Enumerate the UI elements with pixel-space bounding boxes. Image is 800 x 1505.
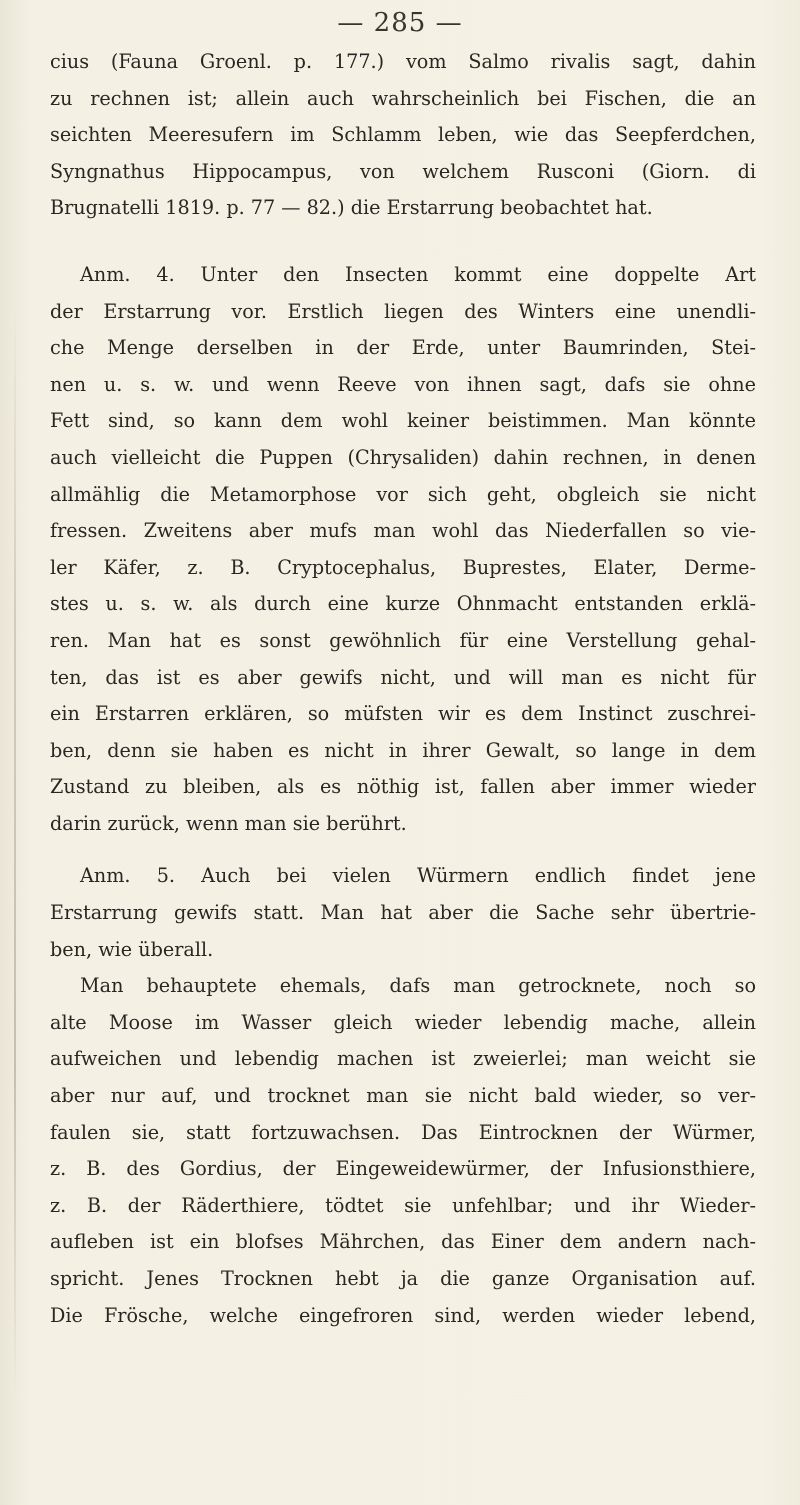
text-line: Man behauptete ehemals, dafs man getrocknete, noch so [80, 974, 756, 998]
body-text [50, 44, 756, 1334]
text-line: aufleben ist ein blofses Mährchen, das Einer dem andern nach- [50, 1230, 756, 1254]
paragraph-gap [50, 227, 756, 257]
text-line: Fett sind, so kann dem wohl keiner beistimmen. Man könnte [50, 409, 756, 433]
text-line: ten, das ist es aber gewifs nicht, und will man es nicht für [50, 665, 756, 689]
note-5-paragraph [50, 858, 756, 968]
binding-shadow [14, 300, 16, 1400]
text-line: Erstarrung gewifs statt. Man hat aber die Sache sehr übertrie- [50, 901, 756, 925]
text-line: Zustand zu bleiben, als es nöthig ist, fallen aber immer wieder [50, 775, 756, 799]
text-line: alte Moose im Wasser gleich wieder lebendig mache, allein [50, 1010, 756, 1034]
text-line: stes u. s. w. als durch eine kurze Ohnmacht entstanden erklä- [50, 592, 756, 616]
text-line: zu rechnen ist; allein auch wahrscheinlich bei Fischen, die an [50, 86, 756, 110]
text-line: ben, denn sie haben es nicht in ihrer Gewalt, so lange in dem [50, 738, 756, 762]
text-line: Die Frösche, welche eingefroren sind, werden wieder lebend, [50, 1303, 756, 1327]
page-number: — 285 — [337, 8, 463, 38]
text-line: auch vielleicht die Puppen (Chrysaliden) dahin rechnen, in denen [50, 445, 756, 469]
text-line: Anm. 5. Auch bei vielen Würmern endlich findet jene [80, 864, 756, 888]
text-line: cius (Fauna Groenl. p. 177.) vom Salmo rivalis sagt, dahin [50, 50, 756, 73]
text-line: spricht. Jenes Trocknen hebt ja die ganze Organisation auf. [50, 1267, 756, 1290]
text-line: ein Erstarren erklären, so müfsten wir es dem Instinct zuschrei- [50, 702, 756, 726]
text-line: z. B. der Räderthiere, tödtet sie unfehlbar; und ihr Wieder- [50, 1193, 756, 1217]
text-line: ben, wie überall. [50, 937, 214, 961]
text-line: aufweichen und lebendig machen ist zweierlei; man weicht sie [50, 1047, 756, 1071]
text-line: fressen. Zweitens aber mufs man wohl das Niederfallen so vie- [50, 519, 756, 543]
text-line: z. B. des Gordius, der Eingeweidewürmer, der Infusionsthiere, [50, 1157, 756, 1181]
text-line: allmählig die Metamorphose vor sich geht, obgleich sie nicht [50, 482, 756, 506]
text-line: Syngnathus Hippocampus, von welchem Rusconi (Giorn. di [50, 159, 756, 183]
text-line: Brugnatelli 1819. p. 77 — 82.) die Erstarrung beobachtet hat. [50, 196, 653, 220]
text-line: seichten Meeresufern im Schlamm leben, wie das Seepferdchen, [50, 123, 756, 147]
text-line: che Menge derselben in der Erde, unter Baumrinden, Stei- [50, 336, 756, 360]
text-line: faulen sie, statt fortzuwachsen. Das Eintrocknen der Würmer, [50, 1120, 756, 1144]
paragraph-gap [50, 842, 756, 858]
text-line: darin zurück, wenn man sie berührt. [50, 811, 407, 835]
text-line: der Erstarrung vor. Erstlich liegen des Winters eine unendli- [50, 299, 756, 323]
paragraph-continuation [50, 44, 756, 227]
note-4-paragraph [50, 257, 756, 843]
moss-paragraph [50, 968, 756, 1334]
text-line: ren. Man hat es sonst gewöhnlich für eine Verstellung gehal- [50, 628, 756, 652]
text-line: nen u. s. w. und wenn Reeve von ihnen sagt, dafs sie ohne [50, 372, 756, 396]
text-line: ler Käfer, z. B. Cryptocephalus, Buprestes, Elater, Derme- [50, 555, 756, 579]
text-line: aber nur auf, und trocknet man sie nicht bald wieder, so ver- [50, 1084, 756, 1108]
text-line: Anm. 4. Unter den Insecten kommt eine doppelte Art [80, 262, 756, 286]
